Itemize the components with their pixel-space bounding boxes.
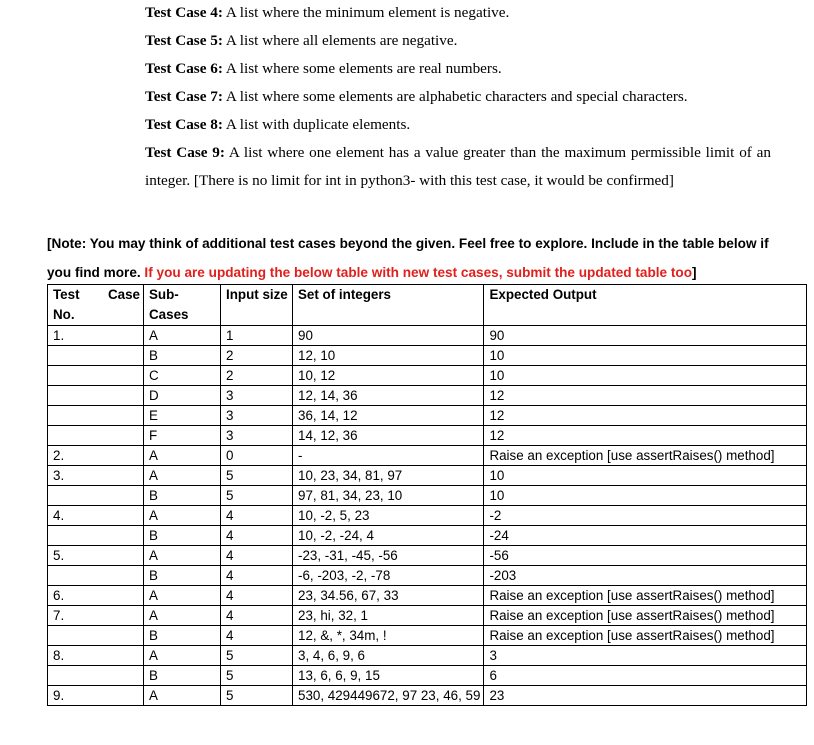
cell-test-case-no [48, 526, 144, 546]
cell-set-of-integers: 14, 12, 36 [293, 426, 484, 446]
cell-input-size: 4 [221, 566, 293, 586]
test-case-label: Test Case 8: [145, 116, 223, 133]
table-row [48, 446, 807, 466]
test-case-6 [145, 60, 775, 78]
cell-test-case-no: 6. [48, 586, 144, 606]
table-row [48, 326, 807, 346]
header-word-no: No. [53, 307, 75, 322]
cell-set-of-integers: -6, -203, -2, -78 [293, 566, 484, 586]
test-case-label: Test Case 9: [145, 144, 225, 161]
note-red-text: If you are updating the below table with new test cases, submit the updated table too [140, 265, 693, 280]
header-set-of-integers: Set of integers [293, 285, 484, 326]
test-case-text: A list where all elements are negative. [222, 32, 458, 49]
test-case-text: A list where some elements are alphabetic characters and special characters. [222, 88, 688, 105]
table-row [48, 426, 807, 446]
cell-sub-case: A [144, 606, 221, 626]
test-case-text: A list where some elements are real numbers. [222, 60, 502, 77]
cell-expected-output: 10 [484, 466, 807, 486]
cell-input-size: 4 [221, 626, 293, 646]
header-expected-output: Expected Output [484, 285, 807, 326]
cell-sub-case: E [144, 406, 221, 426]
cell-set-of-integers: 23, hi, 32, 1 [293, 606, 484, 626]
cell-test-case-no: 2. [48, 446, 144, 466]
table-row [48, 546, 807, 566]
cell-expected-output: -56 [484, 546, 807, 566]
cell-input-size: 0 [221, 446, 293, 466]
cell-test-case-no [48, 666, 144, 686]
cell-sub-case: A [144, 446, 221, 466]
header-word-case: Case [107, 287, 140, 302]
table-row [48, 666, 807, 686]
cell-test-case-no [48, 566, 144, 586]
cell-expected-output: Raise an exception [use assertRaises() method] [484, 446, 807, 466]
table-row [48, 506, 807, 526]
table-row [48, 686, 807, 706]
cell-input-size: 4 [221, 586, 293, 606]
cell-test-case-no: 8. [48, 646, 144, 666]
cell-input-size: 1 [221, 326, 293, 346]
cell-sub-case: B [144, 346, 221, 366]
cell-set-of-integers: 12, 14, 36 [293, 386, 484, 406]
cell-input-size: 2 [221, 346, 293, 366]
cell-test-case-no: 4. [48, 506, 144, 526]
cell-test-case-no [48, 626, 144, 646]
cell-test-case-no: 9. [48, 686, 144, 706]
note-black-text: [Note: You may think of additional test cases beyond the given. Feel free to explore. Include in the table below if you find more. [47, 236, 769, 280]
table-row [48, 626, 807, 646]
cell-sub-case: A [144, 646, 221, 666]
test-case-9 [145, 139, 771, 195]
cell-sub-case: C [144, 366, 221, 386]
cell-sub-case: B [144, 486, 221, 506]
cell-sub-case: B [144, 666, 221, 686]
cell-expected-output: Raise an exception [use assertRaises() method] [484, 586, 807, 606]
cell-input-size: 5 [221, 686, 293, 706]
cell-expected-output: Raise an exception [use assertRaises() method] [484, 626, 807, 646]
cell-sub-case: A [144, 466, 221, 486]
table-row [48, 566, 807, 586]
cell-test-case-no [48, 486, 144, 506]
cell-input-size: 3 [221, 426, 293, 446]
test-case-label: Test Case 6: [145, 60, 223, 77]
test-case-table [47, 284, 807, 706]
test-case-text: A list with duplicate elements. [222, 116, 411, 133]
table-row [48, 386, 807, 406]
cell-input-size: 5 [221, 666, 293, 686]
test-case-8 [145, 116, 775, 134]
cell-expected-output: -2 [484, 506, 807, 526]
cell-sub-case: A [144, 586, 221, 606]
cell-set-of-integers: 36, 14, 12 [293, 406, 484, 426]
cell-expected-output: -24 [484, 526, 807, 546]
table-header-row [48, 285, 807, 326]
cell-input-size: 5 [221, 486, 293, 506]
cell-set-of-integers: 3, 4, 6, 9, 6 [293, 646, 484, 666]
cell-test-case-no [48, 406, 144, 426]
cell-sub-case: A [144, 506, 221, 526]
test-case-4 [145, 4, 775, 22]
cell-set-of-integers: 13, 6, 6, 9, 15 [293, 666, 484, 686]
cell-sub-case: B [144, 626, 221, 646]
table-row [48, 526, 807, 546]
cell-input-size: 3 [221, 406, 293, 426]
test-case-5 [145, 32, 775, 50]
cell-input-size: 4 [221, 526, 293, 546]
test-case-7 [145, 88, 775, 106]
table-row [48, 586, 807, 606]
cell-test-case-no: 1. [48, 326, 144, 346]
table-row [48, 486, 807, 506]
cell-test-case-no: 5. [48, 546, 144, 566]
cell-test-case-no: 7. [48, 606, 144, 626]
test-case-label: Test Case 4: [145, 4, 223, 21]
cell-input-size: 4 [221, 606, 293, 626]
cell-input-size: 2 [221, 366, 293, 386]
cell-expected-output: 12 [484, 386, 807, 406]
cell-sub-case: B [144, 566, 221, 586]
table-row [48, 406, 807, 426]
cell-expected-output: 6 [484, 666, 807, 686]
cell-expected-output: 10 [484, 366, 807, 386]
cell-set-of-integers: 97, 81, 34, 23, 10 [293, 486, 484, 506]
cell-sub-case: B [144, 526, 221, 546]
cell-set-of-integers: 10, -2, -24, 4 [293, 526, 484, 546]
table-row [48, 646, 807, 666]
test-case-label: Test Case 7: [145, 88, 223, 105]
cell-sub-case: A [144, 546, 221, 566]
cell-expected-output: -203 [484, 566, 807, 586]
table-row [48, 606, 807, 626]
test-case-text: A list where one element has a value greater than the maximum permissible limit of an integer. [There is no limit for int in python3- with this test case, it would be confirmed] [145, 144, 771, 189]
cell-expected-output: 10 [484, 346, 807, 366]
cell-expected-output: 23 [484, 686, 807, 706]
cell-expected-output: 10 [484, 486, 807, 506]
cell-expected-output: 12 [484, 406, 807, 426]
table-row [48, 366, 807, 386]
cell-input-size: 3 [221, 386, 293, 406]
cell-set-of-integers: 23, 34.56, 67, 33 [293, 586, 484, 606]
cell-input-size: 4 [221, 546, 293, 566]
test-case-text: A list where the minimum element is negative. [222, 4, 510, 21]
table-row [48, 346, 807, 366]
note-closing-bracket: ] [692, 265, 697, 280]
cell-sub-case: D [144, 386, 221, 406]
cell-test-case-no: 3. [48, 466, 144, 486]
note-paragraph [47, 229, 775, 287]
header-sub-cases: Sub- Cases [144, 285, 221, 326]
cell-set-of-integers: 530, 429449672, 97 23, 46, 59 [293, 686, 484, 706]
header-input-size: Input size [221, 285, 293, 326]
cell-expected-output: 3 [484, 646, 807, 666]
cell-set-of-integers: 10, -2, 5, 23 [293, 506, 484, 526]
cell-test-case-no [48, 346, 144, 366]
cell-sub-case: A [144, 326, 221, 346]
cell-expected-output: Raise an exception [use assertRaises() method] [484, 606, 807, 626]
test-case-label: Test Case 5: [145, 32, 223, 49]
table-row [48, 466, 807, 486]
cell-test-case-no [48, 426, 144, 446]
cell-sub-case: A [144, 686, 221, 706]
cell-expected-output: 90 [484, 326, 807, 346]
cell-set-of-integers: 10, 12 [293, 366, 484, 386]
cell-test-case-no [48, 386, 144, 406]
cell-input-size: 5 [221, 466, 293, 486]
header-test-case-no [48, 285, 144, 326]
cell-set-of-integers: 12, 10 [293, 346, 484, 366]
cell-set-of-integers: 90 [293, 326, 484, 346]
cell-set-of-integers: -23, -31, -45, -56 [293, 546, 484, 566]
cell-input-size: 4 [221, 506, 293, 526]
cell-set-of-integers: - [293, 446, 484, 466]
cell-set-of-integers: 12, &, *, 34m, ! [293, 626, 484, 646]
cell-sub-case: F [144, 426, 221, 446]
cell-expected-output: 12 [484, 426, 807, 446]
cell-input-size: 5 [221, 646, 293, 666]
cell-test-case-no [48, 366, 144, 386]
cell-set-of-integers: 10, 23, 34, 81, 97 [293, 466, 484, 486]
header-word-test: Test [53, 287, 80, 302]
